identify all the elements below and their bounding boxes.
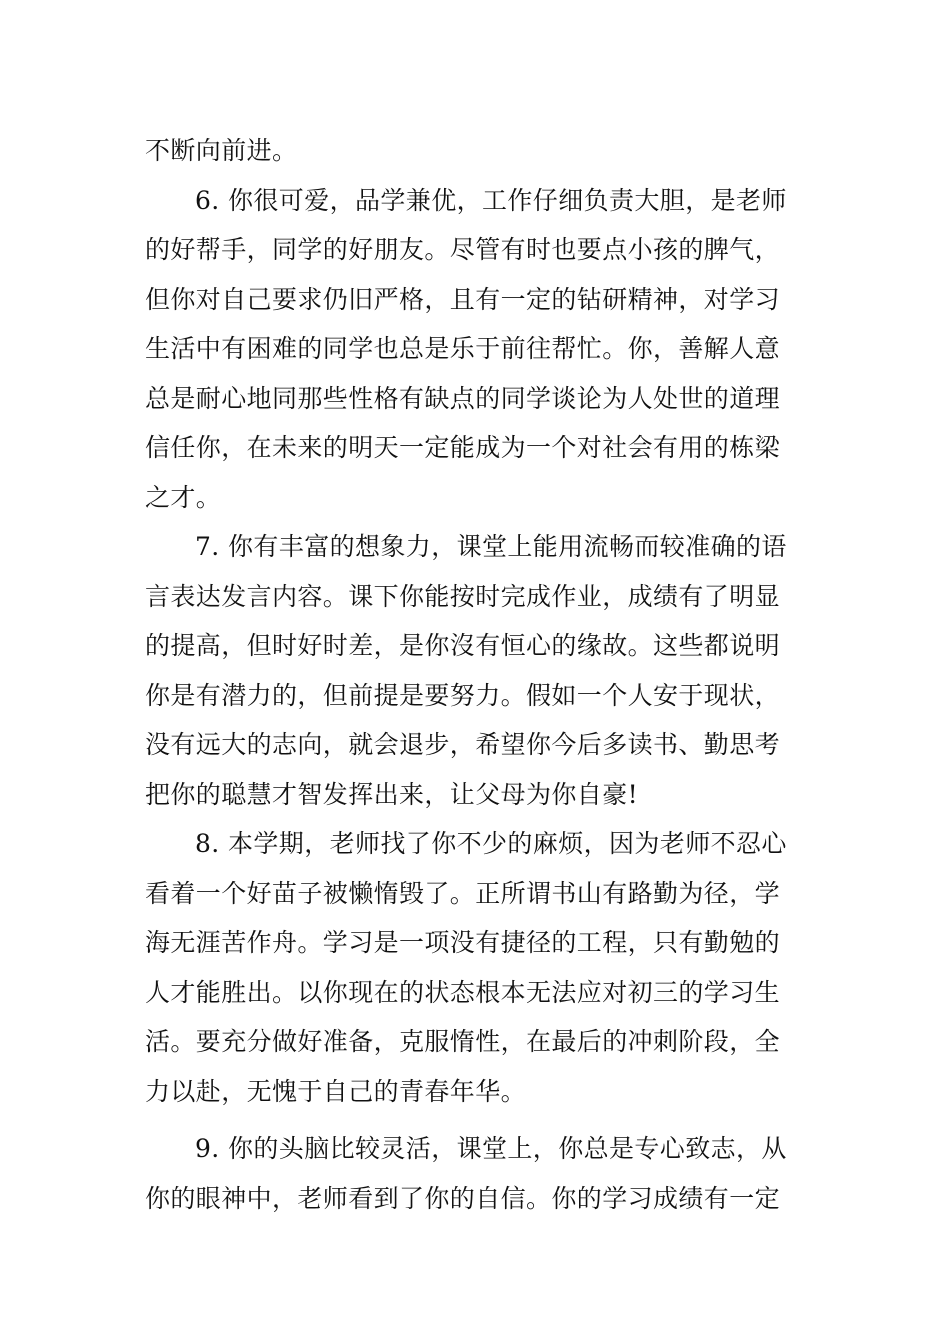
paragraph-9 — [145, 1124, 809, 1223]
document-body — [145, 126, 809, 1223]
paragraph-8 — [145, 819, 809, 1116]
text-line: 你是有潜力的，但前提是要努力。假如一个人安于现状， — [145, 680, 781, 710]
paragraph-7 — [145, 522, 809, 819]
text-line: 6. 你很可爱，品学兼优，工作仔细负责大胆，是老师 — [195, 185, 787, 215]
text-line: 活。要充分做好准备，克服惰性，在最后的冲刺阶段，全 — [145, 1027, 781, 1056]
paragraph-spacer — [145, 1116, 809, 1124]
text-line: 8. 本学期，老师找了你不少的麻烦，因为老师不忍心 — [195, 829, 787, 858]
text-line: 9. 你的头脑比较灵活，课堂上，你总是专心致志，从 — [195, 1134, 787, 1163]
text-line: 信任你，在未来的明天一定能成为一个对社会有用的栋梁 — [145, 433, 781, 462]
text-line: 不断向前进。 — [145, 136, 298, 165]
paragraph-continuation — [145, 126, 809, 176]
paragraph-6 — [145, 176, 809, 523]
text-line: 看着一个好苗子被懒惰毁了。正所谓书山有路勤为径，学 — [145, 878, 781, 908]
text-line: 海无涯苦作舟。学习是一项没有捷径的工程，只有勤勉的 — [145, 928, 781, 957]
text-line: 生活中有困难的同学也总是乐于前往帮忙。你，善解人意 — [145, 334, 781, 363]
text-line: 把你的聪慧才智发挥出来，让父母为你自豪! — [145, 779, 639, 809]
text-line: 言表达发言内容。课下你能按时完成作业，成绩有了明显 — [145, 581, 781, 611]
text-line: 总是耐心地同那些性格有缺点的同学谈论为人处世的道理 — [145, 383, 781, 413]
text-line: 但你对自己要求仍旧严格，且有一定的钻研精神，对学习 — [145, 284, 781, 314]
text-line: 人才能胜出。以你现在的状态根本无法应对初三的学习生 — [145, 977, 781, 1007]
text-line: 的提高，但时好时差，是你沒有恒心的缘故。这些都说明 — [145, 631, 781, 660]
text-line: 力以赴，无愧于自己的青春年华。 — [145, 1076, 527, 1106]
text-line: 7. 你有丰富的想象力，课堂上能用流畅而较准确的语 — [195, 532, 787, 561]
text-line: 之才。 — [145, 482, 222, 512]
text-line: 你的眼神中，老师看到了你的自信。你的学习成绩有一定 — [145, 1183, 781, 1213]
text-line: 的好帮手，同学的好朋友。尽管有时也要点小孩的脾气， — [145, 235, 781, 264]
text-line: 没有远大的志向，就会退步，希望你今后多读书、勤思考 — [145, 730, 781, 759]
